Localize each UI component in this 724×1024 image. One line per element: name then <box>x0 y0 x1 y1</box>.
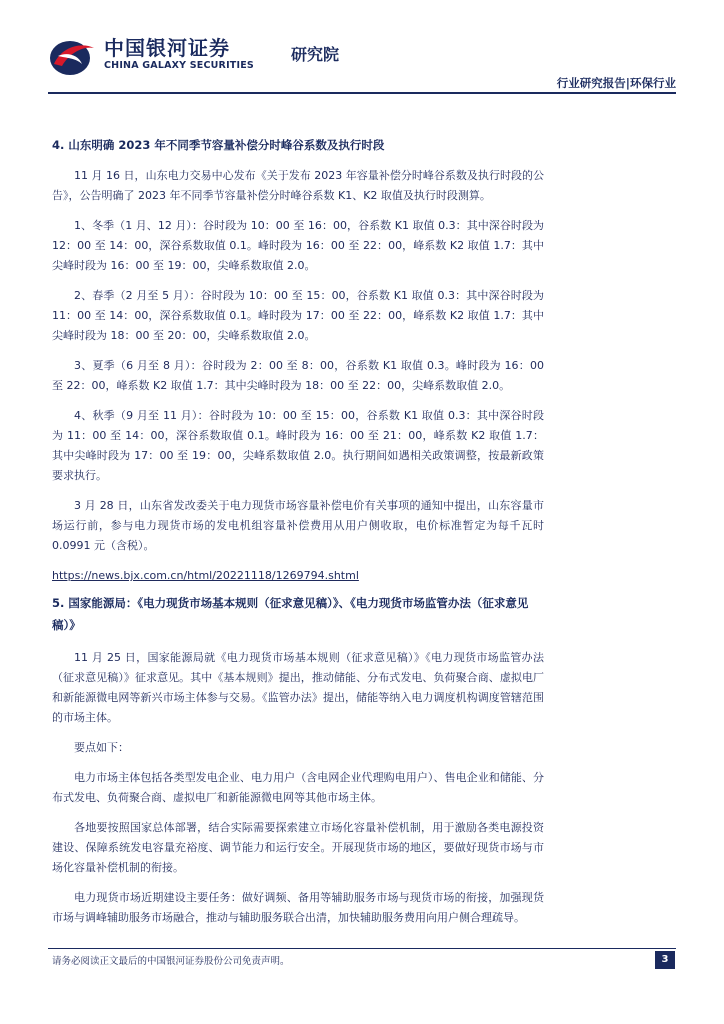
paragraph: 要点如下： <box>74 741 129 754</box>
footer-disclaimer: 请务必阅读正文最后的中国银河证券股份公司免责声明。 <box>52 956 290 967</box>
header-divider <box>48 92 676 94</box>
report-category: 行业研究报告|环保行业 <box>556 76 676 90</box>
paragraph: 3、夏季（6 月至 8 月）：谷时段为 2：00 至 8：00，谷系数 K1 取值 0.3。峰时段为 16：00 至 22：00，峰系数 K2 取值 1.7：其中尖峰时段为 18：00 至 22：00，尖峰系数取值 2.0。 <box>52 359 544 392</box>
paragraph: 2、春季（2 月至 5 月）：谷时段为 10：00 至 15：00，谷系数 K1 取值 0.3：其中深谷时段为 11：00 至 14：00，深谷系数取值 0.1。峰时段为 17：00 至 22：00，峰系数 K2 取值 1.7：其中尖峰时段为 18：00 至 20：00，尖峰系数取值 2.0。 <box>52 289 544 342</box>
source-link[interactable] <box>52 566 544 586</box>
brand-institute: 研究院 <box>291 45 340 64</box>
brand-name-en: CHINA GALAXY SECURITIES <box>104 60 254 71</box>
brand-name-cn: 中国银河证券 <box>104 36 230 60</box>
paragraph: 11 月 16 日，山东电力交易中心发布《关于发布 2023 年容量补偿分时峰谷系数及执行时段的公告》，公告明确了 2023 年不同季节容量补偿分时峰谷系数 K1、K2 取值及执行时段测算。 <box>52 169 544 202</box>
paragraph: 各地要按照国家总体部署，结合实际需要探索建立市场化容量补偿机制，用于激励各类电源投资建设、保障系统发电容量充裕度、调节能力和运行安全。开展现货市场的地区，要做好现货市场与市场化容量补偿机制的衔接。 <box>52 821 544 874</box>
paragraph: 4、秋季（9 月至 11 月）：谷时段为 10：00 至 15：00，谷系数 K1 取值 0.3：其中深谷时段为 11：00 至 14：00，深谷系数取值 0.1。峰时段为 16：00 至 21：00，峰系数 K2 取值 1.7：其中尖峰时段为 17：00 至 19：00，尖峰系数取值 2.0。执行期间如遇相关政策调整，按最新政策要求执行。 <box>52 409 544 482</box>
paragraph: 电力现货市场近期建设主要任务：做好调频、备用等辅助服务市场与现货市场的衔接，加强现货市场与调峰辅助服务市场融合，推动与辅助服务联合出清，加快辅助服务费用向用户侧合理疏导。 <box>52 891 544 924</box>
source-link-text[interactable]: https://news.bjx.com.cn/html/20221118/1269794.shtml <box>52 569 359 582</box>
galaxy-logo-icon <box>48 34 96 78</box>
section-4-heading: 4. 山东明确 2023 年不同季节容量补偿分时峰谷系数及执行时段 <box>52 138 385 152</box>
paragraph: 3 月 28 日，山东省发改委关于电力现货市场容量补偿电价有关事项的通知中提出，山东容量市场运行前，参与电力现货市场的发电机组容量补偿费用从用户侧收取，电价标准暂定为每千瓦时 0.0991 元（含税）。 <box>52 499 544 552</box>
page-number: 3 <box>655 951 675 969</box>
main-content <box>52 136 544 938</box>
page-header <box>48 26 676 90</box>
paragraph: 电力市场主体包括各类型发电企业、电力用户（含电网企业代理购电用户）、售电企业和储能、分布式发电、负荷聚合商、虚拟电厂和新能源微电网等其他市场主体。 <box>52 771 544 804</box>
footer-divider <box>48 948 676 949</box>
section-5-heading: 5. 国家能源局：《电力现货市场基本规则（征求意见稿）》、《电力现货市场监管办法（征求意见稿）》 <box>52 596 529 632</box>
paragraph: 1、冬季（1 月、12 月）：谷时段为 10：00 至 16：00，谷系数 K1 取值 0.3：其中深谷时段为 12：00 至 14：00，深谷系数取值 0.1。峰时段为 16：00 至 22：00，峰系数 K2 取值 1.7：其中尖峰时段为 16：00 至 19：00，尖峰系数取值 2.0。 <box>52 219 544 272</box>
paragraph: 11 月 25 日，国家能源局就《电力现货市场基本规则（征求意见稿）》《电力现货市场监管办法（征求意见稿）》征求意见。其中《基本规则》提出，推动储能、分布式发电、负荷聚合商、虚拟电厂和新能源微电网等新兴市场主体参与交易。《监管办法》提出，储能等纳入电力调度机构调度管辖范围的市场主体。 <box>52 651 544 724</box>
